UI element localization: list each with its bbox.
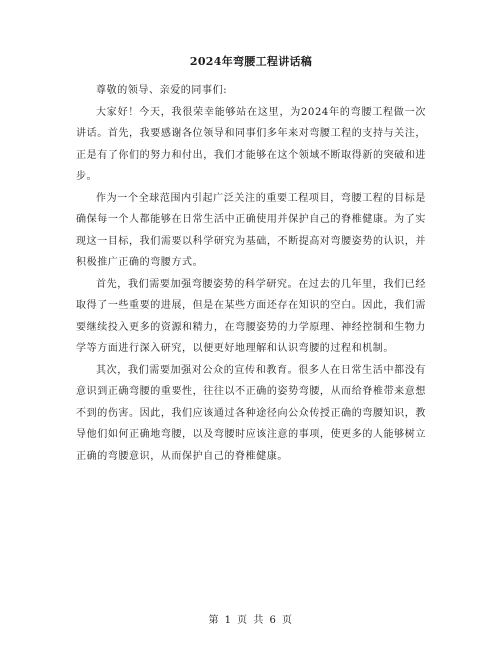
document-title: 2024年弯腰工程讲话稿 — [189, 55, 313, 68]
paragraph-4: 其次，我们需要加强对公众的宣传和教育。很多人在日常生活中都没有意识到正确弯腰的重要性，往往以不正确的姿势弯腰，从而给脊椎带来意想不到的伤害。因此，我们应该通过各种途径向公众传授正确的弯腰知识，教导他们如何正确地弯腰，以及弯腰时应该注意的事项，使更多的人能够树立正确的弯腰意识，从而保护自己的脊椎健康。 — [76, 364, 426, 462]
document-body — [76, 80, 426, 467]
paragraph-3: 首先，我们需要加强弯腰姿势的科学研究。在过去的几年里，我们已经取得了一些重要的进展，但是在某些方面还存在知识的空白。因此，我们需要继续投入更多的资源和精力，在弯腰姿势的力学原理、神经控制和生物力学等方面进行深入研究，以便更好地理解和认识弯腰的过程和机制。 — [76, 278, 426, 354]
page-footer: 第 1 页 共 6 页 — [208, 615, 294, 626]
paragraph-2: 作为一个全球范围内引起广泛关注的重要工程项目，弯腰工程的目标是确保每一个人都能够在日常生活中正确使用并保护自己的脊椎健康。为了实现这一目标，我们需要以科学研究为基础，不断提高对弯腰姿势的认识，并积极推广正确的弯腰方式。 — [76, 192, 426, 268]
greeting-line: 尊敬的领导、亲爱的同事们: — [96, 85, 228, 96]
paragraph-1: 大家好！今天，我很荣幸能够站在这里，为2024年的弯腰工程做一次讲话。首先，我要感谢各位领导和同事们多年来对弯腰工程的支持与关注，正是有了你们的努力和付出，我们才能够在这个领域不断取得新的突破和进步。 — [76, 106, 426, 182]
